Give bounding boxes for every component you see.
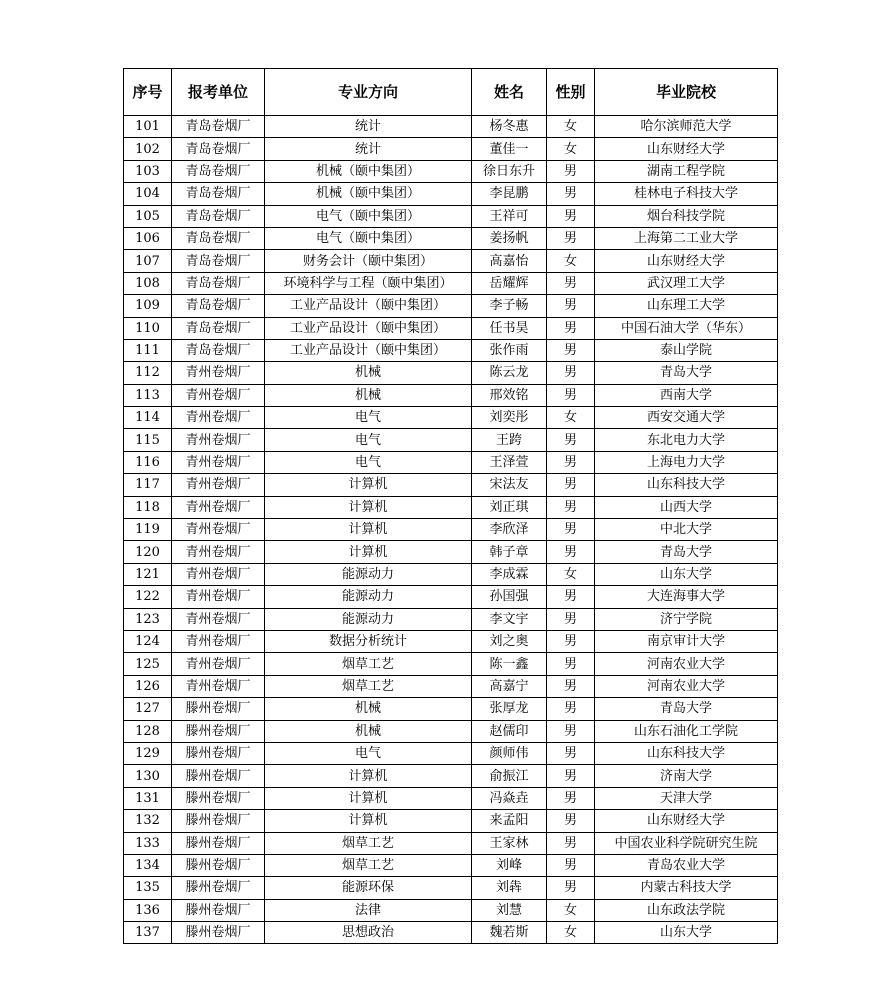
major-direction-cell: 工业产品设计（颐中集团） bbox=[265, 317, 472, 339]
applying-unit-cell: 青岛卷烟厂 bbox=[172, 160, 265, 182]
applying-unit-cell: 滕州卷烟厂 bbox=[172, 922, 265, 944]
major-direction-cell: 统计 bbox=[265, 138, 472, 160]
major-direction-cell: 机械 bbox=[265, 384, 472, 406]
serial-number-cell: 117 bbox=[124, 474, 172, 496]
table-row bbox=[124, 160, 778, 182]
gender-cell: 男 bbox=[547, 742, 595, 764]
major-direction-cell: 电气 bbox=[265, 407, 472, 429]
table-row bbox=[124, 407, 778, 429]
table-row bbox=[124, 854, 778, 876]
name-cell: 王家林 bbox=[472, 832, 547, 854]
major-direction-cell: 统计 bbox=[265, 116, 472, 138]
major-direction-cell: 思想政治 bbox=[265, 922, 472, 944]
graduate-school-cell: 武汉理工大学 bbox=[595, 272, 778, 294]
name-cell: 王跨 bbox=[472, 429, 547, 451]
name-cell: 王祥可 bbox=[472, 205, 547, 227]
name-cell: 刘正琪 bbox=[472, 496, 547, 518]
graduate-school-cell: 山东理工大学 bbox=[595, 295, 778, 317]
gender-cell: 男 bbox=[547, 496, 595, 518]
table-row bbox=[124, 899, 778, 921]
gender-cell: 男 bbox=[547, 608, 595, 630]
serial-number-cell: 136 bbox=[124, 899, 172, 921]
applying-unit-cell: 青岛卷烟厂 bbox=[172, 317, 265, 339]
serial-number-cell: 109 bbox=[124, 295, 172, 317]
name-cell: 姜扬帆 bbox=[472, 227, 547, 249]
header-graduate-school: 毕业院校 bbox=[595, 69, 778, 116]
graduate-school-cell: 山东大学 bbox=[595, 563, 778, 585]
table-row bbox=[124, 922, 778, 944]
major-direction-cell: 烟草工艺 bbox=[265, 832, 472, 854]
name-cell: 俞振江 bbox=[472, 765, 547, 787]
applying-unit-cell: 青岛卷烟厂 bbox=[172, 138, 265, 160]
major-direction-cell: 电气 bbox=[265, 742, 472, 764]
header-name: 姓名 bbox=[472, 69, 547, 116]
major-direction-cell: 工业产品设计（颐中集团） bbox=[265, 295, 472, 317]
gender-cell: 男 bbox=[547, 429, 595, 451]
name-cell: 刘慧 bbox=[472, 899, 547, 921]
name-cell: 李文宇 bbox=[472, 608, 547, 630]
name-cell: 李欣泽 bbox=[472, 519, 547, 541]
major-direction-cell: 能源动力 bbox=[265, 608, 472, 630]
applying-unit-cell: 青州卷烟厂 bbox=[172, 429, 265, 451]
graduate-school-cell: 哈尔滨师范大学 bbox=[595, 116, 778, 138]
name-cell: 来孟阳 bbox=[472, 810, 547, 832]
header-serial-number: 序号 bbox=[124, 69, 172, 116]
major-direction-cell: 电气 bbox=[265, 451, 472, 473]
applying-unit-cell: 青州卷烟厂 bbox=[172, 519, 265, 541]
gender-cell: 男 bbox=[547, 205, 595, 227]
gender-cell: 女 bbox=[547, 563, 595, 585]
table-row bbox=[124, 272, 778, 294]
applying-unit-cell: 青州卷烟厂 bbox=[172, 384, 265, 406]
major-direction-cell: 电气（颐中集团） bbox=[265, 205, 472, 227]
graduate-school-cell: 河南农业大学 bbox=[595, 653, 778, 675]
gender-cell: 男 bbox=[547, 675, 595, 697]
table-row bbox=[124, 519, 778, 541]
gender-cell: 女 bbox=[547, 138, 595, 160]
name-cell: 韩子章 bbox=[472, 541, 547, 563]
major-direction-cell: 计算机 bbox=[265, 787, 472, 809]
gender-cell: 男 bbox=[547, 854, 595, 876]
graduate-school-cell: 东北电力大学 bbox=[595, 429, 778, 451]
graduate-school-cell: 山东大学 bbox=[595, 922, 778, 944]
gender-cell: 女 bbox=[547, 922, 595, 944]
table-row bbox=[124, 295, 778, 317]
gender-cell: 男 bbox=[547, 474, 595, 496]
serial-number-cell: 126 bbox=[124, 675, 172, 697]
table-row bbox=[124, 339, 778, 361]
serial-number-cell: 129 bbox=[124, 742, 172, 764]
applying-unit-cell: 滕州卷烟厂 bbox=[172, 742, 265, 764]
gender-cell: 男 bbox=[547, 160, 595, 182]
name-cell: 李成霖 bbox=[472, 563, 547, 585]
gender-cell: 男 bbox=[547, 272, 595, 294]
graduate-school-cell: 南京审计大学 bbox=[595, 630, 778, 652]
table-row bbox=[124, 720, 778, 742]
applying-unit-cell: 滕州卷烟厂 bbox=[172, 720, 265, 742]
serial-number-cell: 108 bbox=[124, 272, 172, 294]
graduate-school-cell: 泰山学院 bbox=[595, 339, 778, 361]
applying-unit-cell: 青州卷烟厂 bbox=[172, 563, 265, 585]
gender-cell: 男 bbox=[547, 653, 595, 675]
serial-number-cell: 133 bbox=[124, 832, 172, 854]
graduate-school-cell: 青岛大学 bbox=[595, 698, 778, 720]
serial-number-cell: 112 bbox=[124, 362, 172, 384]
table-row bbox=[124, 205, 778, 227]
graduate-school-cell: 西安交通大学 bbox=[595, 407, 778, 429]
applying-unit-cell: 青岛卷烟厂 bbox=[172, 205, 265, 227]
name-cell: 刘峰 bbox=[472, 854, 547, 876]
serial-number-cell: 101 bbox=[124, 116, 172, 138]
applying-unit-cell: 青州卷烟厂 bbox=[172, 541, 265, 563]
table-row bbox=[124, 183, 778, 205]
graduate-school-cell: 青岛大学 bbox=[595, 541, 778, 563]
graduate-school-cell: 中国石油大学（华东） bbox=[595, 317, 778, 339]
applying-unit-cell: 滕州卷烟厂 bbox=[172, 877, 265, 899]
table-row bbox=[124, 787, 778, 809]
major-direction-cell: 能源动力 bbox=[265, 563, 472, 585]
graduate-school-cell: 西南大学 bbox=[595, 384, 778, 406]
name-cell: 刘犇 bbox=[472, 877, 547, 899]
major-direction-cell: 数据分析统计 bbox=[265, 630, 472, 652]
table-row bbox=[124, 317, 778, 339]
name-cell: 颜师伟 bbox=[472, 742, 547, 764]
serial-number-cell: 115 bbox=[124, 429, 172, 451]
applying-unit-cell: 滕州卷烟厂 bbox=[172, 899, 265, 921]
table-row bbox=[124, 810, 778, 832]
applying-unit-cell: 滕州卷烟厂 bbox=[172, 810, 265, 832]
serial-number-cell: 116 bbox=[124, 451, 172, 473]
applying-unit-cell: 青州卷烟厂 bbox=[172, 362, 265, 384]
graduate-school-cell: 山东政法学院 bbox=[595, 899, 778, 921]
name-cell: 赵儒印 bbox=[472, 720, 547, 742]
gender-cell: 男 bbox=[547, 451, 595, 473]
gender-cell: 男 bbox=[547, 765, 595, 787]
table-row bbox=[124, 362, 778, 384]
serial-number-cell: 102 bbox=[124, 138, 172, 160]
gender-cell: 男 bbox=[547, 541, 595, 563]
applying-unit-cell: 滕州卷烟厂 bbox=[172, 787, 265, 809]
table-row bbox=[124, 474, 778, 496]
serial-number-cell: 128 bbox=[124, 720, 172, 742]
table-row bbox=[124, 675, 778, 697]
header-applying-unit: 报考单位 bbox=[172, 69, 265, 116]
major-direction-cell: 机械（颐中集团） bbox=[265, 183, 472, 205]
table-row bbox=[124, 832, 778, 854]
serial-number-cell: 127 bbox=[124, 698, 172, 720]
gender-cell: 男 bbox=[547, 720, 595, 742]
name-cell: 宋法友 bbox=[472, 474, 547, 496]
name-cell: 任书昊 bbox=[472, 317, 547, 339]
graduate-school-cell: 上海电力大学 bbox=[595, 451, 778, 473]
table-row bbox=[124, 586, 778, 608]
serial-number-cell: 120 bbox=[124, 541, 172, 563]
name-cell: 冯焱垚 bbox=[472, 787, 547, 809]
table-row bbox=[124, 653, 778, 675]
major-direction-cell: 电气（颐中集团） bbox=[265, 227, 472, 249]
gender-cell: 男 bbox=[547, 832, 595, 854]
gender-cell: 男 bbox=[547, 586, 595, 608]
applying-unit-cell: 青岛卷烟厂 bbox=[172, 227, 265, 249]
name-cell: 邢效铭 bbox=[472, 384, 547, 406]
table-row bbox=[124, 698, 778, 720]
table-row bbox=[124, 742, 778, 764]
table-row bbox=[124, 227, 778, 249]
gender-cell: 女 bbox=[547, 899, 595, 921]
applying-unit-cell: 滕州卷烟厂 bbox=[172, 854, 265, 876]
gender-cell: 女 bbox=[547, 250, 595, 272]
gender-cell: 男 bbox=[547, 295, 595, 317]
serial-number-cell: 122 bbox=[124, 586, 172, 608]
name-cell: 董佳一 bbox=[472, 138, 547, 160]
applying-unit-cell: 青州卷烟厂 bbox=[172, 451, 265, 473]
name-cell: 孙国强 bbox=[472, 586, 547, 608]
graduate-school-cell: 内蒙古科技大学 bbox=[595, 877, 778, 899]
graduate-school-cell: 济南大学 bbox=[595, 765, 778, 787]
name-cell: 刘之奥 bbox=[472, 630, 547, 652]
graduate-school-cell: 山东石油化工学院 bbox=[595, 720, 778, 742]
applying-unit-cell: 青州卷烟厂 bbox=[172, 608, 265, 630]
major-direction-cell: 计算机 bbox=[265, 541, 472, 563]
gender-cell: 男 bbox=[547, 810, 595, 832]
gender-cell: 男 bbox=[547, 787, 595, 809]
applying-unit-cell: 青岛卷烟厂 bbox=[172, 116, 265, 138]
gender-cell: 男 bbox=[547, 698, 595, 720]
name-cell: 陈一鑫 bbox=[472, 653, 547, 675]
gender-cell: 男 bbox=[547, 877, 595, 899]
serial-number-cell: 118 bbox=[124, 496, 172, 518]
gender-cell: 男 bbox=[547, 519, 595, 541]
name-cell: 张厚龙 bbox=[472, 698, 547, 720]
major-direction-cell: 工业产品设计（颐中集团） bbox=[265, 339, 472, 361]
serial-number-cell: 131 bbox=[124, 787, 172, 809]
serial-number-cell: 119 bbox=[124, 519, 172, 541]
graduate-school-cell: 山东财经大学 bbox=[595, 250, 778, 272]
major-direction-cell: 能源环保 bbox=[265, 877, 472, 899]
table-row bbox=[124, 138, 778, 160]
serial-number-cell: 106 bbox=[124, 227, 172, 249]
major-direction-cell: 机械 bbox=[265, 362, 472, 384]
graduate-school-cell: 大连海事大学 bbox=[595, 586, 778, 608]
graduate-school-cell: 上海第二工业大学 bbox=[595, 227, 778, 249]
applying-unit-cell: 青州卷烟厂 bbox=[172, 407, 265, 429]
major-direction-cell: 计算机 bbox=[265, 765, 472, 787]
applying-unit-cell: 青岛卷烟厂 bbox=[172, 295, 265, 317]
major-direction-cell: 财务会计（颐中集团） bbox=[265, 250, 472, 272]
major-direction-cell: 能源动力 bbox=[265, 586, 472, 608]
table-header bbox=[124, 69, 778, 116]
gender-cell: 女 bbox=[547, 116, 595, 138]
applying-unit-cell: 青岛卷烟厂 bbox=[172, 250, 265, 272]
gender-cell: 男 bbox=[547, 183, 595, 205]
gender-cell: 男 bbox=[547, 384, 595, 406]
applying-unit-cell: 青州卷烟厂 bbox=[172, 675, 265, 697]
serial-number-cell: 111 bbox=[124, 339, 172, 361]
table-row bbox=[124, 496, 778, 518]
applying-unit-cell: 滕州卷烟厂 bbox=[172, 765, 265, 787]
serial-number-cell: 137 bbox=[124, 922, 172, 944]
graduate-school-cell: 湖南工程学院 bbox=[595, 160, 778, 182]
major-direction-cell: 机械 bbox=[265, 720, 472, 742]
serial-number-cell: 107 bbox=[124, 250, 172, 272]
name-cell: 李昆鹏 bbox=[472, 183, 547, 205]
graduate-school-cell: 天津大学 bbox=[595, 787, 778, 809]
table-row bbox=[124, 877, 778, 899]
serial-number-cell: 135 bbox=[124, 877, 172, 899]
header-row bbox=[124, 69, 778, 116]
graduate-school-cell: 山东财经大学 bbox=[595, 810, 778, 832]
serial-number-cell: 113 bbox=[124, 384, 172, 406]
major-direction-cell: 电气 bbox=[265, 429, 472, 451]
table-row bbox=[124, 608, 778, 630]
header-gender: 性别 bbox=[547, 69, 595, 116]
major-direction-cell: 烟草工艺 bbox=[265, 653, 472, 675]
graduate-school-cell: 河南农业大学 bbox=[595, 675, 778, 697]
name-cell: 高嘉宁 bbox=[472, 675, 547, 697]
major-direction-cell: 机械 bbox=[265, 698, 472, 720]
applying-unit-cell: 青州卷烟厂 bbox=[172, 653, 265, 675]
major-direction-cell: 计算机 bbox=[265, 519, 472, 541]
name-cell: 杨冬惠 bbox=[472, 116, 547, 138]
table-row bbox=[124, 384, 778, 406]
graduate-school-cell: 山东财经大学 bbox=[595, 138, 778, 160]
graduate-school-cell: 青岛大学 bbox=[595, 362, 778, 384]
gender-cell: 男 bbox=[547, 317, 595, 339]
major-direction-cell: 环境科学与工程（颐中集团） bbox=[265, 272, 472, 294]
gender-cell: 男 bbox=[547, 227, 595, 249]
graduate-school-cell: 济宁学院 bbox=[595, 608, 778, 630]
serial-number-cell: 103 bbox=[124, 160, 172, 182]
major-direction-cell: 法律 bbox=[265, 899, 472, 921]
serial-number-cell: 114 bbox=[124, 407, 172, 429]
serial-number-cell: 110 bbox=[124, 317, 172, 339]
major-direction-cell: 机械（颐中集团） bbox=[265, 160, 472, 182]
serial-number-cell: 132 bbox=[124, 810, 172, 832]
name-cell: 徐日东升 bbox=[472, 160, 547, 182]
applying-unit-cell: 滕州卷烟厂 bbox=[172, 832, 265, 854]
gender-cell: 男 bbox=[547, 339, 595, 361]
name-cell: 陈云龙 bbox=[472, 362, 547, 384]
table-row bbox=[124, 765, 778, 787]
major-direction-cell: 计算机 bbox=[265, 496, 472, 518]
applying-unit-cell: 青岛卷烟厂 bbox=[172, 272, 265, 294]
table-row bbox=[124, 250, 778, 272]
serial-number-cell: 124 bbox=[124, 630, 172, 652]
graduate-school-cell: 桂林电子科技大学 bbox=[595, 183, 778, 205]
serial-number-cell: 134 bbox=[124, 854, 172, 876]
serial-number-cell: 130 bbox=[124, 765, 172, 787]
applying-unit-cell: 青岛卷烟厂 bbox=[172, 183, 265, 205]
applying-unit-cell: 青州卷烟厂 bbox=[172, 586, 265, 608]
name-cell: 刘奕彤 bbox=[472, 407, 547, 429]
applying-unit-cell: 滕州卷烟厂 bbox=[172, 698, 265, 720]
graduate-school-cell: 中国农业科学院研究生院 bbox=[595, 832, 778, 854]
serial-number-cell: 105 bbox=[124, 205, 172, 227]
gender-cell: 女 bbox=[547, 407, 595, 429]
serial-number-cell: 123 bbox=[124, 608, 172, 630]
name-cell: 魏若斯 bbox=[472, 922, 547, 944]
name-cell: 高嘉怡 bbox=[472, 250, 547, 272]
major-direction-cell: 烟草工艺 bbox=[265, 675, 472, 697]
major-direction-cell: 计算机 bbox=[265, 810, 472, 832]
name-cell: 岳耀辉 bbox=[472, 272, 547, 294]
graduate-school-cell: 青岛农业大学 bbox=[595, 854, 778, 876]
table-body bbox=[124, 116, 778, 944]
table-row bbox=[124, 451, 778, 473]
header-major-direction: 专业方向 bbox=[265, 69, 472, 116]
graduate-school-cell: 中北大学 bbox=[595, 519, 778, 541]
applying-unit-cell: 青岛卷烟厂 bbox=[172, 339, 265, 361]
major-direction-cell: 计算机 bbox=[265, 474, 472, 496]
name-cell: 王泽萱 bbox=[472, 451, 547, 473]
table-row bbox=[124, 116, 778, 138]
name-cell: 李子畅 bbox=[472, 295, 547, 317]
serial-number-cell: 125 bbox=[124, 653, 172, 675]
graduate-school-cell: 烟台科技学院 bbox=[595, 205, 778, 227]
name-cell: 张作雨 bbox=[472, 339, 547, 361]
table-row bbox=[124, 630, 778, 652]
candidate-table bbox=[123, 68, 778, 944]
graduate-school-cell: 山东科技大学 bbox=[595, 474, 778, 496]
gender-cell: 男 bbox=[547, 362, 595, 384]
applying-unit-cell: 青州卷烟厂 bbox=[172, 630, 265, 652]
applying-unit-cell: 青州卷烟厂 bbox=[172, 474, 265, 496]
table-row bbox=[124, 429, 778, 451]
table-row bbox=[124, 541, 778, 563]
major-direction-cell: 烟草工艺 bbox=[265, 854, 472, 876]
graduate-school-cell: 山西大学 bbox=[595, 496, 778, 518]
graduate-school-cell: 山东科技大学 bbox=[595, 742, 778, 764]
applying-unit-cell: 青州卷烟厂 bbox=[172, 496, 265, 518]
serial-number-cell: 104 bbox=[124, 183, 172, 205]
gender-cell: 男 bbox=[547, 630, 595, 652]
serial-number-cell: 121 bbox=[124, 563, 172, 585]
table-row bbox=[124, 563, 778, 585]
